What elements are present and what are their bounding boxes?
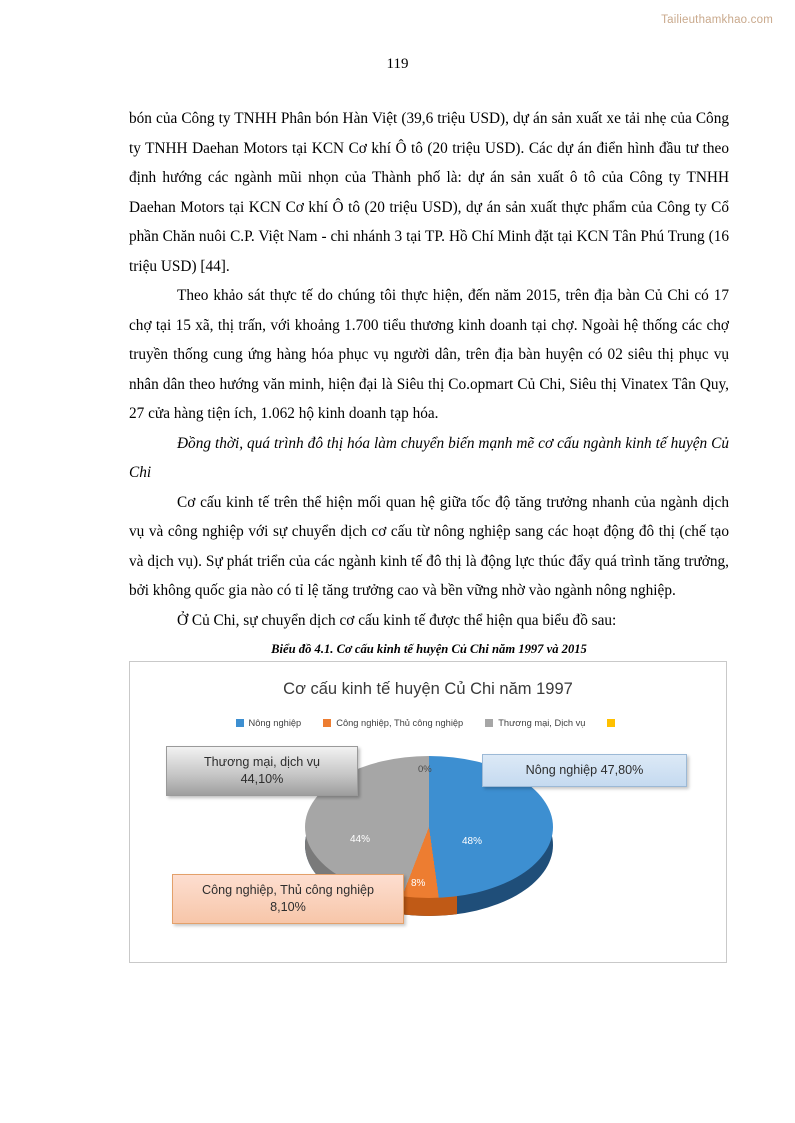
callout-nong-nghiep xyxy=(482,754,687,787)
legend-item-nong-nghiep xyxy=(236,718,302,728)
callout-text: Nông nghiệp 47,80% xyxy=(525,763,644,777)
pie-label-thuong-mai: 44% xyxy=(350,834,371,845)
chart-legend xyxy=(130,718,726,728)
paragraph-1: bón của Công ty TNHH Phân bón Hàn Việt (39,6 triệu USD), dự án sản xuất xe tải nhẹ của Công ty TNHH Daehan Motors tại KCN Cơ khí Ô tô (20 triệu USD). Các dự án điển hình đầu tư theo định hướng các ngành mũi nhọn của Thành phố là: dự án sản xuất ô tô của Công ty TNHH Daehan Motors tại KCN Cơ khí Ô tô (20 triệu USD), dự án sản xuất thực phẩm của Công ty Cổ phần Chăn nuôi C.P. Việt Nam - chi nhánh 3 tại TP. Hồ Chí Minh đặt tại KCN Tân Phú Trung (16 triệu USD) [44]. xyxy=(129,110,729,275)
chart-title: Cơ cấu kinh tế huyện Củ Chi năm 1997 xyxy=(283,680,573,698)
callout-text-line2: 8,10% xyxy=(270,900,306,914)
paragraph-4: Cơ cấu kinh tế trên thể hiện mối quan hệ giữa tốc độ tăng trưởng nhanh của ngành dịch vụ và công nghiệp với sự chuyển dịch cơ cấu từ nông nghiệp sang các hoạt động đô thị (chế tạo và dịch vụ). Sự phát triển của các ngành kinh tế đô thị là động lực thúc đẩy quá trình tăng trưởng, bởi không quốc gia nào có tỉ lệ tăng trưởng cao và bền vững nhờ vào ngành nông nghiệp. xyxy=(129,493,729,599)
figure-caption: Biểu đồ 4.1. Cơ cấu kinh tế huyện Củ Chi năm 1997 và 2015 xyxy=(271,642,587,656)
pie-label-cong-nghiep: 8% xyxy=(411,878,426,889)
legend-swatch-icon xyxy=(485,719,493,727)
page-number: 119 xyxy=(386,56,409,72)
pie-chart-figure xyxy=(129,661,727,963)
callout-text-line1: Công nghiệp, Thủ công nghiệp xyxy=(201,883,375,897)
page-content xyxy=(129,104,729,963)
legend-swatch-icon xyxy=(323,719,331,727)
callout-text-line1: Thương mại, dịch vụ xyxy=(203,755,321,769)
callout-cong-nghiep xyxy=(172,874,404,924)
watermark-text: Tailieuthamkhao.com xyxy=(661,14,773,26)
legend-item-thuong-mai xyxy=(485,718,585,728)
paragraph-3-heading: Đồng thời, quá trình đô thị hóa làm chuyển biến mạnh mẽ cơ cấu ngành kinh tế huyện Củ Chi xyxy=(129,434,729,481)
pie-label-nong-nghiep: 48% xyxy=(462,836,483,847)
paragraph-2: Theo khảo sát thực tế do chúng tôi thực hiện, đến năm 2015, trên địa bàn Củ Chi có 17 chợ tại 15 xã, thị trấn, với khoảng 1.700 tiểu thương kinh doanh tại chợ. Ngoài hệ thống các chợ truyền thống cung ứng hàng hóa phục vụ người dân, trên địa bàn huyện có 02 siêu thị phục vụ nhân dân theo hướng văn minh, hiện đại là Siêu thị Co.opmart Củ Chi, Siêu thị Vinatex Tân Quy, 27 cửa hàng tiện ích, 1.062 hộ kinh doanh tạp hóa. xyxy=(129,287,729,422)
legend-item-empty xyxy=(607,719,620,727)
legend-label: Thương mại, Dịch vụ xyxy=(498,718,586,728)
callout-text-line2: 44,10% xyxy=(240,772,284,786)
pie-label-zero: 0% xyxy=(418,764,432,775)
pie-plot-area xyxy=(130,734,726,964)
paragraph-5: Ở Củ Chi, sự chuyển dịch cơ cấu kinh tế được thể hiện qua biểu đồ sau: xyxy=(177,611,617,629)
legend-item-cong-nghiep xyxy=(323,718,463,728)
legend-label: Công nghiệp, Thủ công nghiệp xyxy=(336,718,464,728)
legend-label: Nông nghiệp xyxy=(248,718,302,728)
callout-thuong-mai xyxy=(166,746,358,796)
legend-swatch-icon xyxy=(607,719,615,727)
legend-swatch-icon xyxy=(236,719,244,727)
